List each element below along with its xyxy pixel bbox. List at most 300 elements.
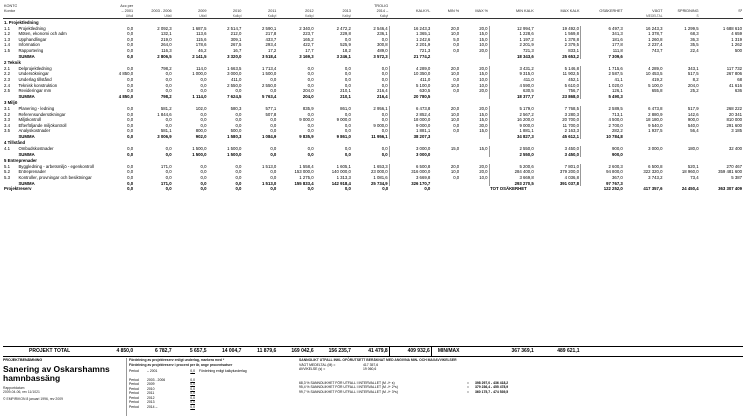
min-pct: 20,0 <box>450 65 460 71</box>
utfall-2003-2006: 0,0 <box>165 117 172 123</box>
kalkyl-2013: 0,0 <box>344 128 351 134</box>
spridning: 1 299,5 <box>684 25 699 31</box>
s2: 359 481 600 <box>718 169 742 175</box>
max-kalk: 5 146,8 <box>564 65 579 71</box>
period-note: Fördelning enligt kalkylunderlag <box>199 369 247 374</box>
trolig-kalkyl: 16 243,3 <box>389 26 431 32</box>
max-kalk: 11 902,5 <box>562 71 579 77</box>
kalkyl-2012: 0,0 <box>307 71 314 77</box>
projektreserv-value: 0,0 <box>307 186 314 192</box>
utfall-2003-2006: 581,1 <box>160 128 172 134</box>
utfall-2003-2006: 798,2 <box>160 93 172 99</box>
section-title-row <box>3 99 743 106</box>
osakerhet: 5 490,3 <box>581 94 624 100</box>
probability-text: 99,7 % SANNOLIKHET FÖR UTFALL I INTERVALLET (M -/+ 3*s) <box>299 389 398 394</box>
spridning: 22,4 <box>690 47 699 53</box>
trolig-kalkyl: 18 000,0 <box>389 117 431 123</box>
kalkyl-2013: 1 313,3 <box>336 175 351 181</box>
kalkyl-2012: 0,0 <box>307 65 314 71</box>
utfall-2003-2006: 219,0 <box>160 36 172 42</box>
period-range: 2013 <box>147 400 155 405</box>
spridning: 35,5 <box>690 42 699 48</box>
min-kalk: 2 567,2 <box>489 112 535 118</box>
kalkyl-2011: 0,0 <box>270 169 277 175</box>
project-total-row <box>3 346 743 357</box>
kalkyl-2010: 0,0 <box>235 163 242 169</box>
spridning: 900,0 <box>687 117 699 123</box>
total-value: 41 479,8 <box>352 347 389 357</box>
account-name: SUMMA <box>18 53 35 59</box>
account-name: Projektledning <box>18 25 46 31</box>
kalkyl-2011: 2 590,1 <box>261 25 277 31</box>
kalkyl-2012: 0,0 <box>307 128 314 134</box>
header-cell: KALKYL <box>415 8 431 13</box>
min-pct: 10,0 <box>450 117 460 123</box>
kalkyl-2013: 1 605,1 <box>336 163 351 169</box>
min-pct: 20,0 <box>450 163 460 169</box>
utfall-2001: 0,0 <box>127 47 134 53</box>
spridning: 8,2 <box>692 76 699 82</box>
projektreserv-value: 0,0 <box>270 186 277 192</box>
osakerhet: 2 587,5 <box>581 71 624 77</box>
min-pct: 0,0 <box>453 88 460 94</box>
max-kalk: 25 653,2 <box>562 53 579 59</box>
kalkyl-2012: 204,0 <box>302 93 314 99</box>
s2: 267 806 <box>726 71 742 77</box>
header-cell: MEDELTAL <box>624 14 664 19</box>
probability-eq: = <box>467 380 469 385</box>
max-pct: 15,0 <box>479 146 488 152</box>
probability-heading: SANNOLIKT UTFALL INKL OFÖRUTSETT BERÄKNAT MED ANGIVNA MIN- OCH MAXAVVIKELSER <box>299 358 457 362</box>
min-pct: 5,0 <box>453 36 460 42</box>
kalkyl-2010: 2 550,0 <box>227 82 242 88</box>
footer-area <box>3 358 743 416</box>
trolig-kalkyl: 1 242,6 <box>389 37 431 43</box>
min-kalk: 5 179,0 <box>489 106 535 112</box>
utfall-2009: 1 000,0 <box>192 71 207 77</box>
osakerhet: 1 715,6 <box>581 66 624 72</box>
utfall-2003-2006: 0,0 <box>165 151 172 157</box>
min-kalk: 1 881,1 <box>489 128 535 134</box>
kalkyl-2013: 2 472,2 <box>336 25 351 31</box>
max-kalk: 452,1 <box>568 76 579 82</box>
utfall-2001: 0,0 <box>127 105 134 111</box>
vagt-medeltal: 322 320,0 <box>643 169 663 175</box>
min-kalk: 34 827,3 <box>489 134 535 140</box>
header-cell: Kalkyl <box>242 14 277 19</box>
trolig-kalkyl: 9 000,0 <box>389 123 431 129</box>
header-cell: 2003 - 2006 <box>151 8 172 13</box>
osakerhet: 2 700,0 <box>581 123 624 129</box>
kalkyl-2012: 0,0 <box>307 76 314 82</box>
kalkyl-2011: 0,0 <box>270 122 277 128</box>
spridning: 343,1 <box>687 65 699 71</box>
account-code: 3.4 <box>4 122 10 128</box>
max-kalk: 3 450,0 <box>564 146 579 152</box>
spridning: 36,3 <box>690 36 699 42</box>
account-name: Möten, ekonomi och adm <box>18 31 67 37</box>
kalkyl-2014: 9 000,0 <box>373 122 388 128</box>
tot-osakerhet-label: TOT OSÄKERHET <box>490 186 527 192</box>
period-row <box>129 405 284 410</box>
project-name-label: PROJEKTBENÄMNING <box>3 358 43 362</box>
report-date: 2009-04-06, rev 11/1021 <box>3 390 40 395</box>
kalkyl-2011: 0,0 <box>270 128 277 134</box>
utfall-2003-2006: 0,0 <box>165 82 172 88</box>
kalkyl-2010: 16,7 <box>233 47 242 53</box>
osakerhet: 1 020,0 <box>581 83 624 89</box>
total-value: 4 850,0 <box>97 347 134 357</box>
min-kalk: 18 343,6 <box>489 54 535 60</box>
utfall-2009: 0,0 <box>200 122 207 128</box>
section-title-row <box>3 59 743 66</box>
kalkyl-2010: 3 320,0 <box>227 53 242 59</box>
kalkyl-2014: 3 572,3 <box>373 53 388 59</box>
period-value[interactable]: 0,0 <box>190 386 195 391</box>
header-cell: Kontor <box>4 8 16 13</box>
trolig-kalkyl: 3 000,0 <box>389 152 431 158</box>
header-cell: MAX KALK <box>560 8 580 13</box>
osakerhet: 181,6 <box>581 37 624 43</box>
utfall-2009: 800,0 <box>195 128 207 134</box>
min-pct: 0,0 <box>453 47 460 53</box>
probability-interval: 360 175,7 - 474 539,5 <box>475 389 509 394</box>
kalkyl-2014: 0,0 <box>381 76 388 82</box>
projektreserv-value: 0,0 <box>200 186 207 192</box>
kalkyl-2010: 212,0 <box>230 31 242 37</box>
trolig-kalkyl: 411,0 <box>389 77 431 83</box>
osakerhet: 10 784,8 <box>581 134 624 140</box>
min-pct: 10,0 <box>450 111 460 117</box>
s2: 20 341 <box>728 111 742 117</box>
kalkyl-2012: 9 835,9 <box>299 133 314 139</box>
header-cell: S <box>664 14 700 19</box>
projektreserv-label: Projektreserv <box>4 186 32 192</box>
max-kalk: 23 868,0 <box>562 93 579 99</box>
trolig-kalkyl: 2 852,4 <box>389 112 431 118</box>
period-range: 2014 – <box>147 404 158 409</box>
utfall-2003-2006: 0,0 <box>165 71 172 77</box>
trolig-kalkyl: 3 669,8 <box>389 175 431 181</box>
vagt-medeltal: 4 289,0 <box>648 65 663 71</box>
kalkyl-2012: 0,0 <box>307 111 314 117</box>
account-code: 3.5 <box>4 128 10 134</box>
min-kalk: 630,5 <box>489 88 535 94</box>
kalkyl-2010: 0,0 <box>235 169 242 175</box>
utfall-2001: 0,0 <box>127 122 134 128</box>
kalkyl-2010: 500,0 <box>230 128 242 134</box>
kalkyl-2012: 0,0 <box>307 146 314 152</box>
utfall-2001: 0,0 <box>127 117 134 123</box>
account-code: 3.1 <box>4 105 10 111</box>
period-value[interactable]: 0,0 <box>190 391 195 396</box>
reserve-note-2: Fördelning av projektreserv i procent per år, ange procentsatser <box>129 362 233 367</box>
total-kalkyl: 409 932,6 <box>389 347 431 357</box>
kalkyl-2011: 3 518,4 <box>261 53 277 59</box>
s2: 117 732 <box>726 65 742 71</box>
min-pct: 20,0 <box>450 25 460 31</box>
kalkyl-2014: 1 653,3 <box>373 163 388 169</box>
kalkyl-2010: 0,0 <box>235 180 242 186</box>
kalkyl-2010: 1 500,0 <box>227 151 242 157</box>
utfall-2003-2006: 0,0 <box>165 122 172 128</box>
minmax-min: 367 369,1 <box>489 347 535 357</box>
max-pct: 10,0 <box>479 76 488 82</box>
deviation-label: AVVIKELSE (s) = <box>299 367 326 372</box>
min-pct: 15,0 <box>450 146 460 152</box>
min-kalk: 5 200,6 <box>489 164 535 170</box>
header-cell: OSÄKERHET <box>599 8 623 13</box>
max-pct: 15,0 <box>479 36 488 42</box>
vagt-medeltal: 5 100,0 <box>648 82 663 88</box>
min-kalk: 2 550,0 <box>489 152 535 158</box>
account-name: SUMMA <box>18 93 35 99</box>
utfall-2001: 0,0 <box>127 163 134 169</box>
header-cell: MIN KALK <box>516 8 534 13</box>
kalkyl-2014: 11 956,1 <box>371 133 388 139</box>
utfall-2001: 4 850,0 <box>118 93 134 99</box>
min-kalk: 4 590,0 <box>489 83 535 89</box>
utfall-2003-2006: 171,0 <box>160 180 172 186</box>
kalkyl-2013: 0,0 <box>344 76 351 82</box>
kalkyl-2013: 525,9 <box>340 42 351 48</box>
kalkyl-2010: 411,0 <box>230 76 242 82</box>
utfall-2001: 0,0 <box>127 76 134 82</box>
trolig-kalkyl: 1 881,1 <box>389 128 431 134</box>
header-cell: Acc per <box>120 4 134 8</box>
kalkyl-2011: 577,1 <box>265 105 277 111</box>
account-code: 5.1 <box>4 163 10 169</box>
kalkyl-2014: 216,4 <box>376 93 388 99</box>
utfall-2003-2006: 132,1 <box>160 31 172 37</box>
utfall-2003-2006: 2 092,3 <box>157 25 172 31</box>
period-label: Period <box>129 391 139 396</box>
max-kalk: 2 163,3 <box>564 128 579 134</box>
account-name: Delprojektledning <box>18 65 52 71</box>
kalkyl-2012: 0,0 <box>307 151 314 157</box>
account-name: Referensundersökningar <box>18 111 66 117</box>
period-value[interactable]: 0,0 <box>190 382 195 387</box>
header-cell: KONTO <box>4 4 18 8</box>
account-name: Ombudskostnader <box>18 146 54 152</box>
period-label: Period <box>129 400 139 405</box>
s2: 3 185 <box>731 128 742 134</box>
osakerhet: 2 589,5 <box>581 106 624 112</box>
utfall-2003-2006: 264,0 <box>160 42 172 48</box>
min-kalk: 2 201,9 <box>489 42 535 48</box>
trolig-kalkyl: 6 473,8 <box>389 106 431 112</box>
vagt-medeltal: 655,8 <box>651 88 663 94</box>
period-note <box>195 405 199 410</box>
utfall-2009: 2 141,5 <box>192 53 207 59</box>
s2: 810 000 <box>726 117 742 123</box>
trolig-kalkyl: 721,3 <box>389 48 431 54</box>
max-pct: 20,0 <box>479 65 488 71</box>
max-pct: 15,0 <box>479 128 488 134</box>
account-code: 2.2 <box>4 71 10 77</box>
kalkyl-2013: 229,8 <box>340 31 351 37</box>
trolig-kalkyl: 1 365,1 <box>389 31 431 37</box>
project-total-label: PROJEKT TOTAL <box>3 347 97 357</box>
copyright: © EMPIRIKON 8 januari 1996, rev 2009 <box>3 396 63 401</box>
max-kalk: 7 768,5 <box>564 105 579 111</box>
kalkyl-2011: 1 084,9 <box>261 133 277 139</box>
vagt-medeltal: 743,7 <box>651 47 663 53</box>
account-name: SUMMA <box>18 133 35 139</box>
utfall-2001: 0,0 <box>127 169 134 175</box>
kalkyl-2010: 0,0 <box>235 88 242 94</box>
min-kalk: 284 400,0 <box>489 169 535 175</box>
period-value[interactable]: 0,0 <box>190 400 195 405</box>
kalkyl-2013: 0,0 <box>344 111 351 117</box>
min-kalk: 1 197,2 <box>489 37 535 43</box>
period-value[interactable]: 0,0 <box>190 404 195 409</box>
vagt-medeltal: 16 243,3 <box>645 25 663 31</box>
account-name: Kontroller, provningar och besiktningar <box>18 175 92 181</box>
period-value[interactable]: 0,0 <box>190 377 195 382</box>
header-cell: Kalkyl <box>315 14 352 19</box>
osakerhet: 41,1 <box>581 77 624 83</box>
account-name: Byggledning - arbetsmiljö - egenkontroll <box>18 163 94 169</box>
utfall-2009: 1 114,0 <box>192 93 207 99</box>
utfall-2009: 0,0 <box>200 117 207 123</box>
vagt-medeltal: 6 500,8 <box>648 163 663 169</box>
trolig-kalkyl: 20 780,5 <box>389 94 431 100</box>
min-pct: 10,0 <box>450 82 460 88</box>
kalkyl-2010: 1 580,3 <box>227 133 242 139</box>
min-kalk: 18 377,7 <box>489 94 535 100</box>
s2: 1 262 <box>731 42 742 48</box>
osakerhet: 111,8 <box>581 48 624 54</box>
account-code: 5.3 <box>4 175 10 181</box>
header-cell: VÄGT <box>652 8 663 13</box>
account-name: SUMMA <box>18 151 35 157</box>
period-label: Period <box>129 369 139 374</box>
kalkyl-2012: 165,2 <box>302 36 314 42</box>
period-range: 2010 <box>147 386 155 391</box>
utfall-2001: 4 850,0 <box>118 71 134 77</box>
kalkyl-2014: 0,0 <box>381 111 388 117</box>
max-kalk: 1 569,8 <box>564 31 579 37</box>
kalkyl-2014: 0,0 <box>381 82 388 88</box>
period-label: Period <box>129 377 139 382</box>
utfall-2003-2006: 798,2 <box>160 65 172 71</box>
probability-row <box>299 390 743 395</box>
utfall-2009: 0,0 <box>200 88 207 94</box>
kalkyl-2013: 0,0 <box>344 71 351 77</box>
vagt-medeltal: 1 937,5 <box>648 128 663 134</box>
utfall-2009: 102,0 <box>195 105 207 111</box>
max-pct: 20,0 <box>479 47 488 53</box>
projektreserv-value: 0,0 <box>424 186 431 192</box>
kalkyl-2011: 1 713,4 <box>261 65 277 71</box>
period-range: – 2001 <box>147 369 158 374</box>
kalkyl-2013: 9 000,0 <box>336 117 351 123</box>
trolig-kalkyl: 6 500,8 <box>389 164 431 170</box>
period-value[interactable]: 0,0 <box>190 395 195 400</box>
period-range: 2003 - 2006 <box>147 377 166 382</box>
probability-eq: = <box>467 385 469 390</box>
min-kalk: 3 669,8 <box>489 175 535 181</box>
max-kalk: 3 280,3 <box>564 111 579 117</box>
kalkyl-2013: 0,0 <box>344 146 351 152</box>
account-code: 1.1 <box>4 25 10 31</box>
s2: 291 600 <box>726 122 742 128</box>
kalkyl-2012: 0,0 <box>307 122 314 128</box>
kalkyl-2010: 0,0 <box>235 175 242 181</box>
utfall-2009: 0,0 <box>200 169 207 175</box>
header-cell: – 2001 <box>121 8 134 13</box>
max-kalk: 19 492,0 <box>562 25 579 31</box>
vagt-medeltal: 2 880,9 <box>648 111 663 117</box>
kalkyl-2013: 142 918,4 <box>331 180 351 186</box>
project-title: Sanering av Oskarshamns hamnbassäng <box>3 363 110 383</box>
utfall-2009: 1 687,5 <box>192 25 207 31</box>
spridning: 142,6 <box>687 111 699 117</box>
min-kalk: 3 431,2 <box>489 66 535 72</box>
kalkyl-2011: 433,7 <box>265 36 277 42</box>
min-pct: 0,0 <box>453 175 460 181</box>
period-value[interactable]: 0,0 <box>190 369 195 374</box>
osakerhet: 94 800,0 <box>581 169 624 175</box>
spridning: 68,3 <box>690 31 699 37</box>
max-pct: 20,0 <box>479 25 488 31</box>
cost-table <box>3 4 743 192</box>
projektreserv-value: 0,0 <box>382 186 389 192</box>
kalkyl-2011: 507,8 <box>265 111 277 117</box>
trolig-kalkyl: 21 774,2 <box>389 54 431 60</box>
kalkyl-2010: 2 514,7 <box>227 25 242 31</box>
total-value: 11 879,6 <box>242 347 277 357</box>
osakerhet: 177,8 <box>581 42 624 48</box>
osakerhet: 900,0 <box>581 152 624 158</box>
projektreserv-value: 0,0 <box>127 186 134 192</box>
total-value: 14 004,7 <box>208 347 243 357</box>
utfall-2003-2006: 0,0 <box>165 175 172 181</box>
kalkyl-2012: 9 000,0 <box>299 117 314 123</box>
account-name: Analyskostnader <box>18 128 51 134</box>
kalkyl-2010: 267,5 <box>230 42 242 48</box>
kalkyl-2012: 835,9 <box>302 105 314 111</box>
kalkyl-2014: 300,8 <box>376 42 388 48</box>
utfall-2009: 902,0 <box>195 133 207 139</box>
spridning-total: 24 450,4 <box>681 186 699 192</box>
period-row <box>129 369 284 374</box>
min-pct: 0,0 <box>453 42 460 48</box>
max-pct: 10,0 <box>479 42 488 48</box>
kalkyl-2011: 0,0 <box>270 88 277 94</box>
period-range: 2011 <box>147 391 155 396</box>
section-title-row <box>3 139 743 146</box>
utfall-2003-2006: 2 806,5 <box>157 53 172 59</box>
kalkyl-2012: 1 275,0 <box>299 175 314 181</box>
spridning: 517,5 <box>687 71 699 77</box>
kalkyl-2013: 861,0 <box>340 105 351 111</box>
max-kalk: 3 450,0 <box>564 151 579 157</box>
vagt-medeltal: 1 260,8 <box>648 36 663 42</box>
utfall-2001: 0,0 <box>127 36 134 42</box>
trolig-kalkyl: 10 350,0 <box>389 71 431 77</box>
period-range: 2009 <box>147 382 155 387</box>
kalkyl-2014: 25 734,9 <box>370 180 388 186</box>
s2: 41 616 <box>728 82 742 88</box>
section-title: 3 Miljö <box>4 100 18 106</box>
kalkyl-2010: 0,0 <box>235 117 242 123</box>
min-kalk: 721,3 <box>489 48 535 54</box>
kalkyl-2014: 0,0 <box>381 151 388 157</box>
kalkyl-2012: 2 340,0 <box>299 25 314 31</box>
min-kalk: 1 228,6 <box>489 31 535 37</box>
